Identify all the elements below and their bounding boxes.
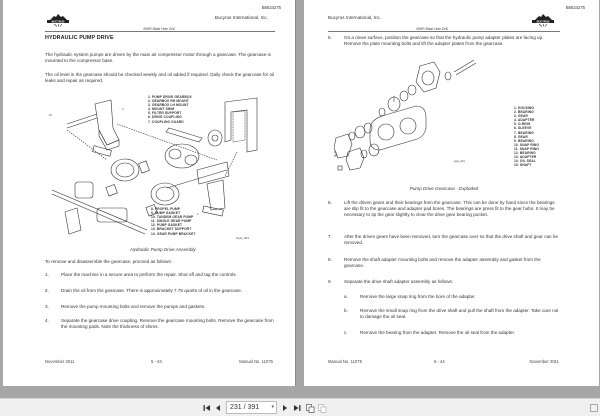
step-7 [328, 234, 560, 248]
step-text: Remove the bearing from the adapter. Remove the oil seal from the adapter. [360, 330, 515, 335]
figure-caption: Hydraulic Pump Drive Assembly [130, 247, 196, 252]
doc-number: B6624275 [261, 5, 281, 10]
legend-item: 8. GEAR [514, 134, 528, 139]
step-6 [328, 200, 560, 226]
svg-text:15: 15 [49, 114, 52, 117]
step-number: 4. [45, 318, 49, 323]
legend-item: 10. TANDEM GEAR PUMP [151, 215, 194, 220]
step-number: 5. [328, 35, 332, 40]
figure-legend [514, 106, 539, 167]
prev-page-button[interactable] [214, 402, 222, 414]
legend-item: 3. GEARBOX LH MOUNT [148, 103, 189, 108]
legend-item: 5. FILTER SUPPORT [148, 111, 182, 116]
footer-date: November 2011 [45, 359, 75, 364]
machine-subtitle: 49HR Blast Hole Drill [143, 27, 175, 31]
footer-date: November 2011 [529, 359, 559, 364]
figure-caption: Pump Drive Gearcase - Exploded [409, 186, 479, 191]
legend-item: 4. MOUNT SHIM [148, 107, 175, 112]
bucyrus-logo [530, 13, 556, 27]
legend-item: 7. BEARING [514, 130, 534, 135]
step-text: Lift the driven gears and their bearings from the gearcase. This can be done by hand since the bearings are slip fit to the gearcase and adapter pad bores. The bearings are press fit to the gear hubs. It may be necessary to tip the gear slightly to clear the drive gear bearing pocket. [344, 200, 555, 217]
legend-item: 13. BRACKET SUPPORT [151, 227, 192, 232]
legend-item: 7. COUPLING GUARD [148, 119, 184, 124]
fullscreen-button[interactable] [589, 402, 599, 414]
first-page-icon [203, 404, 211, 412]
substep-b [344, 308, 560, 322]
single-page-view-button[interactable] [305, 402, 315, 414]
exploded-gearcase-illustration [334, 54, 514, 174]
step-number: 8. [328, 257, 332, 262]
step-number: b. [344, 308, 348, 313]
legend-item: 6. SLEEVE [514, 126, 532, 131]
paragraph: The oil level in the gearcase should be checked weekly and oil added if required. Daily check the gearcase for oil leaks and repair as required. [45, 72, 275, 83]
step-text: On a clean surface, position the gearcase so that the hydraulic pump adapter plates are facing up. Remove the plate mounting bolts and lift the adapter plates from the gearcase. [344, 35, 544, 46]
company-name: Bucyrus International, Inc. [214, 15, 268, 20]
step-number: 6. [328, 200, 332, 205]
pump-drive-gearcase-figure [334, 54, 514, 174]
substep-c [344, 330, 560, 338]
step-number: a. [344, 294, 348, 299]
footer-page-number: 5 - 43 [151, 359, 162, 364]
legend-item: 14. OIL SEAL [514, 159, 536, 164]
next-page-icon [282, 404, 288, 412]
step-text: Remove the shaft adapter mounting bolts and remove the adapter assembly and gasket from the gearcase. [344, 257, 541, 268]
navigation-toolbar [0, 398, 600, 416]
two-page-view-button[interactable] [317, 402, 327, 414]
page-5-44 [304, 0, 599, 386]
legend-item: 3. GEAR [514, 114, 528, 119]
two-page-view-icon [318, 404, 327, 413]
step-number: 2. [45, 288, 49, 293]
legend-item: 9. BEARING [514, 138, 534, 143]
svg-text:2: 2 [197, 213, 199, 216]
substep-a [344, 294, 560, 302]
legend-item: 5. O-RING [514, 122, 531, 127]
svg-text:spgc_001: spgc_001 [454, 160, 465, 163]
step-9 [328, 279, 560, 287]
company-name: Bucyrus International, Inc. [328, 15, 382, 20]
next-page-button[interactable] [281, 402, 289, 414]
fullscreen-icon [590, 404, 598, 412]
legend-item: 2. GEARBOX RH MOUNT [148, 99, 189, 104]
step-text: Remove the large snap ring from the bore of the adapter. [360, 294, 476, 299]
svg-text:3: 3 [122, 108, 124, 111]
legend-item: 9. PUMP GASKET [151, 211, 181, 216]
bucyrus-logo [45, 13, 71, 27]
page-indicator: 231 / 391 [230, 404, 260, 411]
machine-subtitle: 49HR Blast Hole Drill [416, 27, 448, 31]
single-page-view-icon [306, 404, 315, 413]
legend-item: 2. BEARING [514, 110, 534, 115]
doc-number: B6624275 [565, 5, 585, 10]
page-number-input[interactable] [226, 401, 277, 414]
figure-legend-top [148, 95, 192, 124]
step-text: Separate the drive shaft adapter assembly as follows: [344, 279, 454, 284]
first-page-button[interactable] [202, 402, 212, 414]
page-5-43 [3, 0, 296, 386]
legend-item: 12. BEARING [514, 151, 536, 156]
paragraph: The hydraulic system pumps are driven by the main air compressor motor through a gearcase. The gearcase is mounted to the compressor base. [45, 52, 271, 63]
step-8 [328, 257, 560, 271]
step-5 [328, 35, 560, 49]
svg-text:BUCYRUS: BUCYRUS [536, 20, 550, 24]
prev-page-icon [215, 404, 221, 412]
figure-id: shyd_001 [236, 236, 250, 240]
step-2 [45, 288, 277, 296]
step-text: Place the machine in a secure area to perform the repair. Shut off and tag the controls. [61, 272, 237, 277]
footer-manual-number: Manual No. 11075 [239, 359, 273, 364]
svg-text:BUCYRUS: BUCYRUS [51, 20, 65, 24]
legend-item: 1. PUMP DRIVE GEARBOX [148, 95, 192, 99]
header-rule [45, 31, 275, 32]
footer-manual-number: Manual No. 11075 [328, 359, 362, 364]
figure-legend-bottom [151, 207, 196, 236]
step-text: Remove the small snap ring from the drive shaft and pull the shaft from the adapter. Take care not to damage the oil seal. [360, 308, 559, 319]
legend-item: 11. SNAP RING [514, 146, 539, 151]
step-3 [45, 304, 277, 312]
last-page-button[interactable] [292, 402, 302, 414]
step-number: 7. [328, 234, 332, 239]
step-4 [45, 318, 277, 332]
legend-item: 14. GEAR PUMP BRACKET [151, 231, 196, 236]
legend-item: 13. ADAPTER [514, 155, 537, 160]
step-text: Remove the pump mounting bolts and remove the pumps and gaskets. [61, 304, 206, 309]
legend-item: 8. PROPEL PUMP [151, 207, 181, 211]
step-text: After the driven gears have been removed, turn the gearcase over so that the drive shaft and gear can be removed. [344, 234, 558, 245]
last-page-icon [293, 404, 301, 412]
header-rule [328, 31, 560, 32]
legend-item: 1. HOUSING [514, 106, 535, 110]
step-number: 3. [45, 304, 49, 309]
intro-text: To remove and disassemble the gearcase, proceed as follows: [45, 259, 172, 264]
step-text: Separate the gearcase drive coupling. Remove the gearcase mounting bolts. Remove the gearcase from the mounting pads. Note the thickness of shims. [61, 318, 274, 329]
step-1 [45, 272, 277, 280]
legend-item: 12. PUMP GASKET [151, 223, 183, 228]
page-dropdown-icon[interactable]: ▾ [271, 404, 274, 410]
step-number: 9. [328, 279, 332, 284]
legend-item: 6. DRIVE COUPLING [148, 115, 182, 120]
legend-item: 4. ADAPTER [514, 118, 535, 123]
legend-item: 15. SHAFT [514, 163, 532, 168]
section-heading: HYDRAULIC PUMP DRIVE [45, 35, 114, 41]
legend-item: 11. SINGLE GEAR PUMP [151, 219, 192, 224]
step-number: 1. [45, 272, 49, 277]
legend-item: 10. SNAP RING [514, 142, 540, 147]
step-number: c. [344, 330, 348, 335]
step-text: Drain the oil from the gearcase. There is approximately 7.75 quarts of oil in the gearcase. [61, 288, 242, 293]
footer-page-number: 5 - 44 [434, 359, 445, 364]
